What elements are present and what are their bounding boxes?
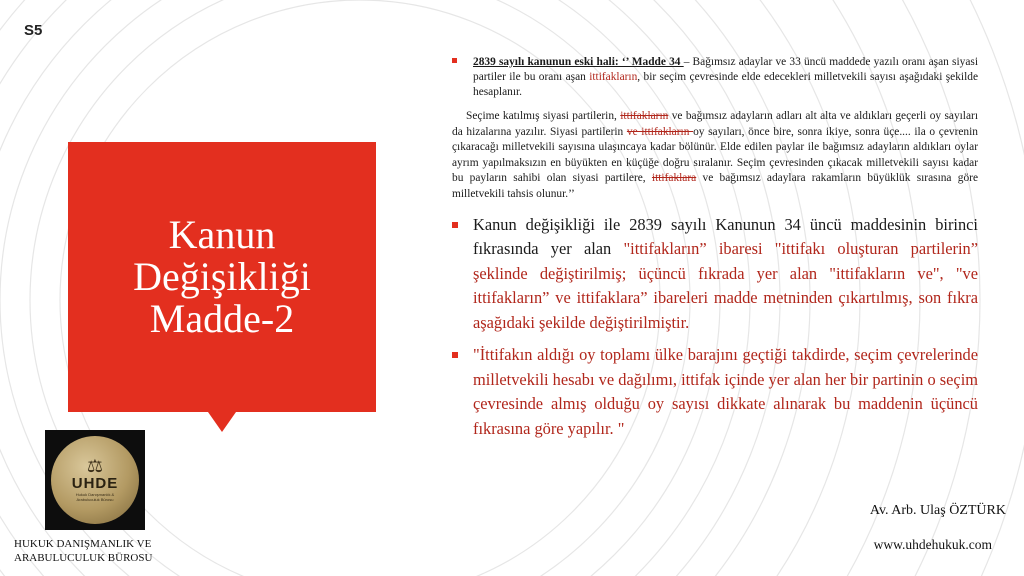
amendment-paragraph (452, 213, 978, 336)
title-line-2: Değişikliği (133, 254, 311, 299)
text-span: oy sayıları, önce bire, sonra ikiye, sonra üçe.... ila o çevrenin çıkaracağı milletvekili sayısına ulaşıncaya kadar bölünür. Elde edilen paylar ile bağımsız adayların aldıkları oylar ayrım yapılmaksızın en büyükten en küçüğe doğru sıralanır. Seçim çevresinden çıkacak milletvekili sayısı kadar bu payların sahibi olan siyasi partilere, (452, 125, 978, 185)
logo-mark: UHDE (71, 475, 119, 492)
content-body (452, 55, 978, 441)
bullet-icon (452, 352, 458, 358)
struck-text: ittifaklara (651, 172, 697, 185)
title-box-pointer (208, 412, 236, 432)
bullet-icon (452, 58, 457, 63)
author-name: Av. Arb. Ulaş ÖZTÜRK (869, 503, 1006, 518)
quote-text: "İttifakın aldığı oy toplamı ülke barajını geçtiği takdirde, seçim çevrelerinde milletvekili hesabı ve dağılımı, ittifak içinde yer alan her bir partinin o seçim çevresinde almış olduğu oy sayısı dikkate alınarak bu maddenin üçüncü fıkrasına göre yapılır. " (473, 345, 978, 438)
text-span: Kanun değişikliği ile 2839 sayılı Kanunun 34 üncü maddesinin birinci fıkrasında yer alan (473, 214, 978, 259)
firm-name: HUKUK DANIŞMANLIK VE ARABULUCULUK BÜROSU (14, 538, 153, 564)
text-span: Seçime katılmış siyasi partilerin, (466, 110, 621, 122)
old-law-paragraph (452, 55, 978, 100)
firm-logo (45, 430, 145, 530)
text-span: – Bağımsız adaylar ve 33 üncü maddede yazılı oranı aşan siyasi partiler ile bu oranı aşan (473, 56, 978, 83)
highlight-text: ittifakların (589, 71, 638, 83)
text-span: , bir seçim çevresinde elde edecekleri milletvekili sayısı aşağıdaki şekilde hesaplanır. (473, 71, 978, 98)
title-box (68, 142, 376, 412)
logo-subtext: Hukuk Danışmanlık & Arabuluculuk Bürosu (75, 492, 115, 502)
old-law-detail-paragraph (452, 109, 978, 203)
text-span: ve bağımsız adayların adları alt alta ve aldıkları geçerli oy sayıları da hizalarına yazılır. Siyasi partilerin (452, 110, 978, 138)
website-link[interactable]: www.uhdehukuk.com (873, 537, 992, 552)
slide-number: S5 (24, 22, 43, 39)
text-span: ve bağımsız adaylara rakamların büyüklük sırasına göre milletvekili tahsis olunur.’’ (452, 172, 979, 200)
scales-icon: ⚖ (86, 456, 104, 477)
new-text-paragraph (452, 343, 978, 441)
slide-title (68, 142, 376, 412)
logo-seal (51, 436, 139, 524)
struck-text: ve ittifakların (626, 125, 694, 138)
title-line-1: Kanun (168, 212, 276, 257)
old-law-heading: 2839 sayılı kanunun eski hali: ‘’ Madde 34 (473, 56, 684, 68)
highlight-text: "ittifakların” ibaresi "ittifakı oluşturan partilerin” şeklinde değiştirilmiş; üçüncü fıkrada yer alan "ittifakların ve", "ve ittifakların” ve ittifaklara” ibareleri madde metninden çıkartılmış, son fıkra aşağıdaki şekilde değiştirilmiştir. (473, 239, 979, 332)
title-line-3: Madde-2 (149, 296, 295, 341)
struck-text: ittifakların (620, 110, 669, 122)
bullet-icon (452, 222, 458, 228)
